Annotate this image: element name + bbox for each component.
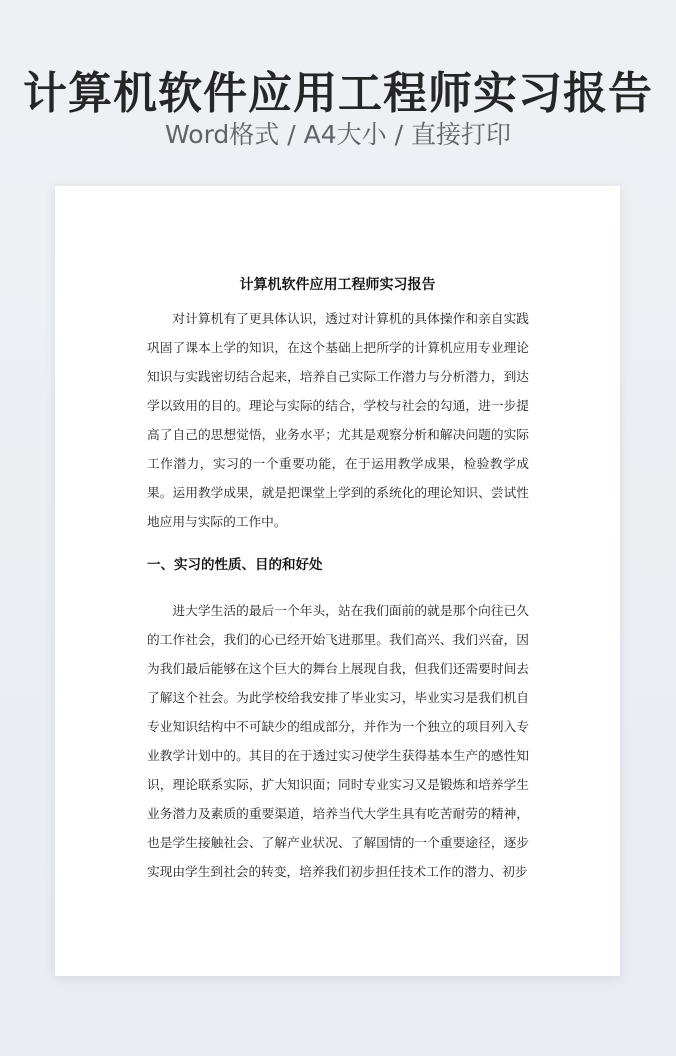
- banner-subtitle: Word格式 / A4大小 / 直接打印: [165, 120, 511, 149]
- banner-title: 计算机软件应用工程师实习报告: [23, 68, 653, 119]
- document-title: 计算机软件应用工程师实习报告: [239, 277, 436, 293]
- document-page: [55, 186, 620, 976]
- paragraph-section-1: 进大学生活的最后一个年头，站在我们面前的就是那个向往已久的工作社会，我们的心已经开始飞进那里。我们高兴、我们兴奋，因为我们最后能够在这个巨大的舞台上展现自我，但我们还需要时间去了解这个社会。为此学校给我安排了毕业实习，毕业实习是我们机自专业知识结构中不可缺少的组成部分，并作为一个独立的项目列入专业教学计划中的。其目的在于透过实习使学生获得基本生产的感性知识，理论联系实际，扩大知识面；同时专业实习又是锻炼和培养学生业务潜力及素质的重要渠道，培养当代大学生具有吃苦耐劳的精神，也是学生接触社会、了解产业状况、了解国情的一个重要途径，逐步实现由学生到社会的转变，培养我们初步担任技术工作的潜力、初步: [147, 603, 529, 879]
- section-heading: 一、实习的性质、目的和好处: [147, 557, 323, 573]
- paragraph-intro: 对计算机有了更具体认识，透过对计算机的具体操作和亲自实践巩固了课本上学的知识，在这个基础上把所学的计算机应用专业理论知识与实践密切结合起来，培养自己实际工作潜力与分析潜力，到达学以致用的目的。理论与实际的结合，学校与社会的勾通，进一步提高了自己的思想觉悟，业务水平；尤其是观察分析和解决问题的实际工作潜力，实习的一个重要功能，在于运用教学成果，检验教学成果。运用教学成果，就是把课堂上学到的系统化的理论知识、尝试性地应用与实际的工作中。: [147, 311, 529, 529]
